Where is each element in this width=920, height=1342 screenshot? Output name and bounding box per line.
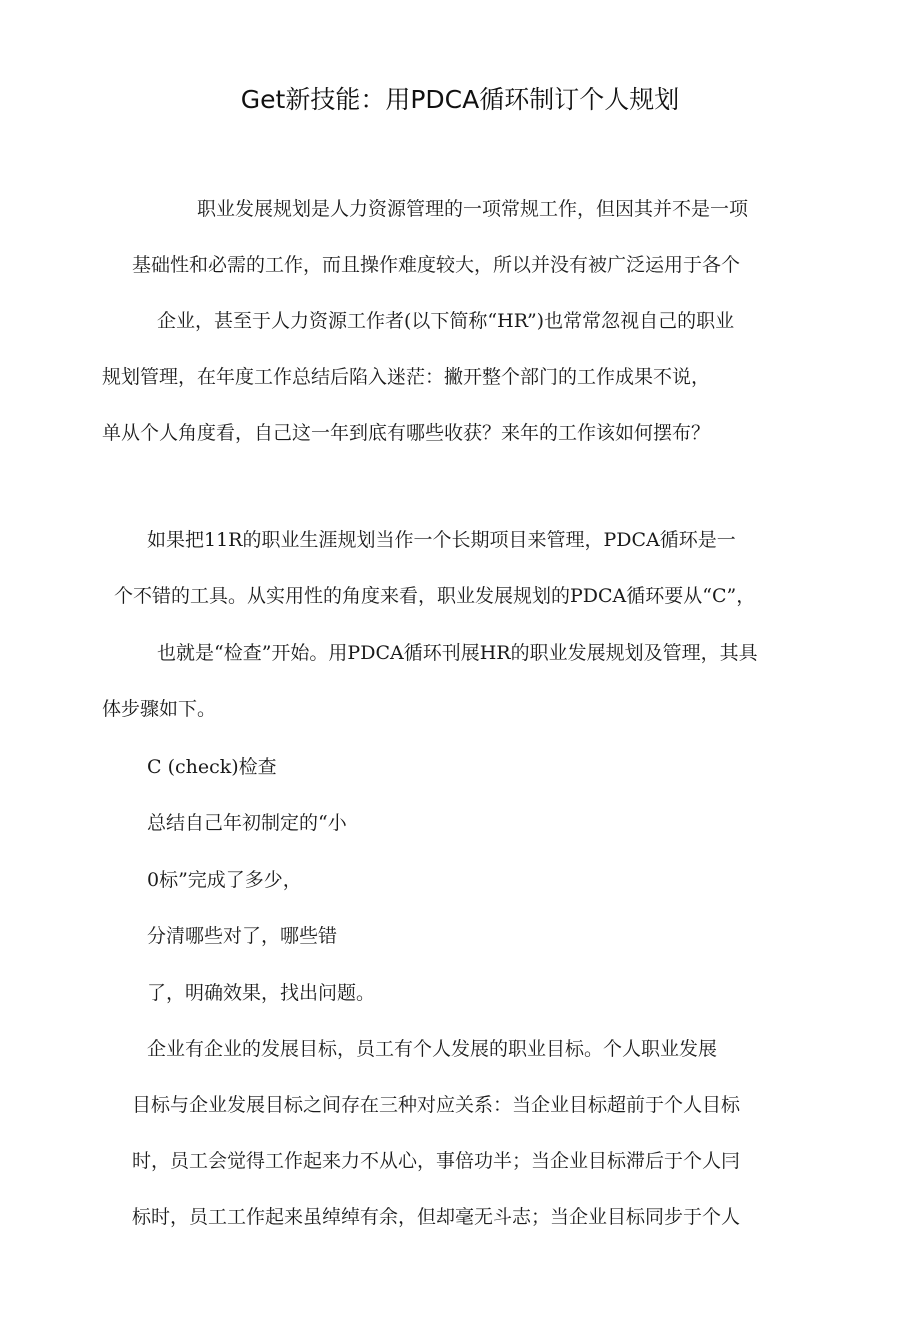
body-line: 总结自己年初制定的“小 [147,812,347,834]
body-line: 个不错的工具。从实用性的角度来看，职业发展规划的PDCA循环要从“C”， [114,585,756,607]
body-line: 单从个人角度看，自己这一年到底有哪些收获？来年的工作该如何摆布？ [102,422,711,444]
body-line: 也就是“检查”开始。用PDCA循环刊展HR的职业发展规划及管理，其具 [157,642,758,664]
body-line: 如果把11R的职业生涯规划当作一个长期项目来管理，PDCA循环是一 [147,529,736,551]
body-line: 分清哪些对了，哪些错 [147,925,338,947]
body-line: 企业，甚至于人力资源工作者(以下简称“HR”)也常常忽视自己的职业 [157,310,735,332]
body-line: 时，员工会觉得工作起来力不从心，事倍功半；当企业目标滞后于个人冃 [132,1150,741,1172]
body-line: 目标与企业发展目标之间存在三种对应关系：当企业目标超前于个人目标 [132,1094,741,1116]
body-line: 职业发展规划是人力资源管理的一项常规工作，但因其并不是一项 [197,198,749,220]
document-title: Get新技能：用PDCA循环制订个人规划 [240,85,680,114]
body-line: 规划管理，在年度工作总结后陷入迷茫：撇开整个部门的工作成果不说， [102,366,711,388]
body-line: 体步骤如下。 [102,698,217,720]
body-line: 了，明确效果，找出问题。 [147,982,376,1004]
body-line: 企业有企业的发展目标，员工有个人发展的职业目标。个人职业发展 [147,1038,718,1060]
section-heading: C (check)检查 [147,756,277,778]
body-line: 基础性和必需的工作，而且操作难度较大，所以并没有被广泛运用于各个 [132,254,741,276]
body-line: 0标”完成了多少， [147,869,302,891]
body-line: 标时，员工工作起来虽绰绰有余，但却毫无斗志；当企业目标同步于个人 [132,1206,741,1228]
